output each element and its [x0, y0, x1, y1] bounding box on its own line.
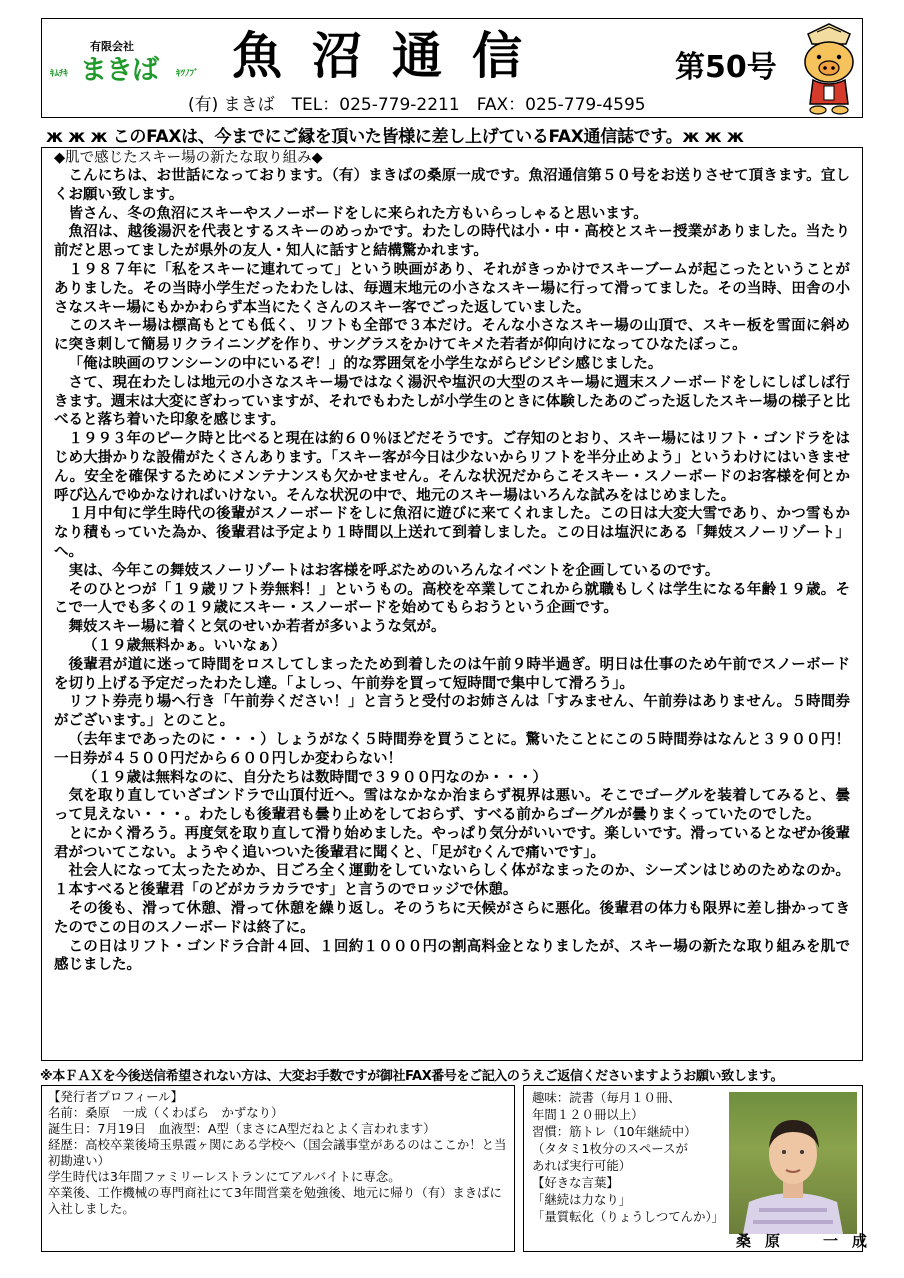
article: [41, 147, 863, 1061]
paragraph: 社会人になって太ったためか、日ごろ全く運動をしていないらしく体がなまったのか、シーズンはじめのためなのか。１本すべると後輩君「のどがカラカラです」と言うのでロッジで休憩。: [54, 863, 850, 899]
paragraph: その後も、滑って休憩、滑って休憩を繰り返し。そのうちに天候がさらに悪化。後輩君の体力も限界に差し掛かってきたのでこの日のスノーボードは終了に。: [54, 901, 850, 936]
profile-career: 経歴：高校卒業後埼玉県霞ヶ関にある学校へ（国会議事堂があるのはここか！と当初勘違い）: [48, 1137, 507, 1168]
paragraph: そのひとつが「１９歳リフト券無料！」というもの。高校を卒業してこれから就職もしくは学生になる年齢１９歳。そこで一人でも多くの１９歳にスキー・スノーボードを始めてもらおうという企画です。: [54, 581, 850, 617]
paragraph: こんにちは、お世話になっております。（有）まきばの桑原一成です。魚沼通信第５０号をお送りさせて頂きます。宜しくお願い致します。: [54, 168, 850, 203]
favorite-words-heading: 【好きな言葉】: [532, 1175, 619, 1190]
paragraph: 実は、今年この舞妓スノーリゾートはお客様を呼ぶためのいろんなイベントを企画しているのです。: [68, 562, 720, 579]
pig-mascot-icon: [800, 22, 858, 116]
paragraph: （１９歳無料かぁ。いいなぁ）: [83, 637, 286, 654]
paragraph: 後輩君が道に迷って時間をロスしてしまったため到着したのは午前９時半過ぎ。明日は仕事のため午前でスノーボードを切り上げる予定だったわたし達。「よしっ、午前券を買って短時間で集中して滑ろう」。: [54, 656, 850, 692]
paragraph: 舞妓スキー場に着くと気のせいか若者が多いような気が。: [68, 619, 446, 636]
favorite-word: 「量質転化（りょうしつてんか）」: [532, 1209, 725, 1224]
profile-hobbies: [523, 1085, 882, 1252]
profile-student: 学生時代は3年間ファミリーレストランにてアルバイトに専念。: [48, 1169, 401, 1184]
logo-text: まきば: [80, 55, 158, 86]
hobby-line: 年間１２０冊以上）: [532, 1107, 644, 1122]
profile-heading: 【発行者プロフィール】: [48, 1089, 184, 1104]
paragraph: とにかく滑ろう。再度気を取り直して滑り始めました。やっぱり気分がいいです。楽しいです。滑っているとなぜか後輩君がついてこない。ようやく追いついた後輩君に聞くと、「足がむくんで痛いです」。: [54, 825, 850, 861]
logo-decoration-left: ｷﾑﾁｷ: [50, 69, 69, 79]
fax-notice-line: ж ж ж このFAXは、今までにご縁を頂いた皆様に差し上げているFAX通信誌です。ж ж ж: [46, 127, 744, 147]
article-heading: ◆肌で感じたスキー場の新たな取り組み◆: [54, 150, 323, 166]
habit-line: 習慣：筋トレ（10年継続中）: [532, 1124, 697, 1139]
person-portrait-icon: [729, 1092, 857, 1234]
author-photo: [729, 1092, 857, 1234]
company-type: 有限会社: [90, 40, 134, 53]
paragraph: 「俺は映画のワンシーンの中にいるぞ！」的な雰囲気を小学生ながらビシビシ感じました。: [68, 355, 663, 372]
paragraph: 皆さん、冬の魚沼にスキーやスノーボードをしに来られた方もいらっしゃると思います。: [68, 205, 648, 222]
contact-line: (有) まきば TEL：025-779-2211 FAX：025-779-4595: [188, 95, 646, 115]
profile-after-grad: 卒業後、工作機械の専門商社にて3年間営業を勉強後、地元に帰り（有）まきばに入社しました。: [48, 1185, 502, 1216]
publisher-profile: [41, 1085, 515, 1252]
profile-name: 名前：桑原 一成（くわばら かずなり）: [48, 1105, 284, 1120]
hobbies-text: [532, 1089, 742, 1225]
paragraph: リフト券売り場へ行き「午前券ください！」と言うと受付のお姉さんは「すみません、午前券はありません。５時間券がございます。」とのこと。: [54, 694, 850, 730]
paragraph: 気を取り直していざゴンドラで山頂付近へ。雪はなかなか治まらず視界は悪い。そこでゴーグルを装着してみると、曇って見えない・・・。わたしも後輩君も曇り止めをしておらず、すべる前からゴーグルが曇りまくっていたのでした。: [54, 788, 850, 824]
paragraph: １９８７年に「私をスキーに連れてって」という映画があり、それがきっかけでスキーブームが起こったということがありました。その当時小学生だったわたしは、毎週末地元の小さなスキー場に行って滑ってました。その当時、田舎の小さなスキー場にもかかわらず本当にたくさんのスキー客でごった返していました。: [54, 261, 850, 316]
newsletter-title: 魚沼通信: [232, 26, 552, 85]
profile-birthday: 誕生日：7月19日 血液型：A型（まさにA型だねとよく言われます）: [48, 1121, 436, 1136]
habit-line: （タタミ1枚分のスペースが: [532, 1141, 688, 1156]
issue-number: 第50号: [675, 50, 777, 85]
paragraph: １月中旬に学生時代の後輩がスノーボードをしに魚沼に遊びに来てくれました。この日は大変大雪であり、かつ雪もかなり積もっていた為か、後輩君は予定より１時間以上送れて到着しました。この日は塩沢にある「舞妓スノーリゾート」へ。: [54, 506, 850, 560]
habit-line: あれば実行可能）: [532, 1158, 632, 1173]
paragraph: （１９歳は無料なのに、自分たちは数時間で３９００円なのか・・・）: [83, 769, 547, 786]
paragraph: このスキー場は標高もとても低く、リフトも全部で３本だけ。そんな小さなスキー場の山頂で、スキー板を雪面に斜めに突き刺して簡易リクライニングを作り、サングラスをかけてキメた若者が仰向けになってひなたぼっこ。: [54, 318, 850, 354]
paragraph: １９９３年のピーク時と比べると現在は約６０％ほどだそうです。ご存知のとおり、スキー場にはリフト・ゴンドラをはじめ大掛かりな設備がたくさんあります。「スキー客が今日は少ないからリフトを半分止めよう」というわけにはいきません。安全を確保するためにメンテナンスも欠かせません。そんな状況だからこそスキー・スノーボードのお客様を何とか呼び込んでゆかなければいけない。そんな状況の中で、地元のスキー場はいろんな試みをはじめました。: [54, 431, 850, 504]
paragraph: 魚沼は、越後湯沢を代表とするスキーのめっかです。わたしの時代は小・中・高校とスキー授業がありました。当たり前だと思ってましたが県外の友人・知人に話すと結構驚かれます。: [54, 224, 850, 260]
unsubscribe-notice: ※本ＦＡＸを今後送信希望されない方は、大変お手数ですが御社FAX番号をご記入のうえご返信くださいますようお願い致します。: [40, 1069, 784, 1084]
paragraph: この日はリフト・ゴンドラ合計４回、１回約１０００円の割高料金となりましたが、スキー場の新たな取り組みを肌で感じました。: [54, 938, 850, 974]
paragraph: （去年まであったのに・・・）しょうがなく５時間券を買うことに。驚いたことにこの５時間券はなんと３９００円！一日券が４５００円だから６００円しか変わらない！: [54, 731, 850, 767]
logo-decoration-right: ｷﾂﾉﾌﾞ: [176, 69, 199, 79]
author-signature: 桑原 一成: [736, 1232, 882, 1250]
company-logo: [48, 54, 200, 88]
article-body: [54, 167, 850, 975]
paragraph: さて、現在わたしは地元の小さなスキー場ではなく湯沢や塩沢の大型のスキー場に週末スノーボードをしにしばしば行きます。週末は大変にぎわっていますが、それでもわたしが小学生のときに体験したあのごった返したスキー場の様子と比べると落ち着いた印象を感じます。: [54, 374, 850, 429]
hobby-line: 趣味：読書（毎月１０冊、: [532, 1090, 681, 1105]
favorite-word: 「継続は力なり」: [532, 1192, 632, 1207]
